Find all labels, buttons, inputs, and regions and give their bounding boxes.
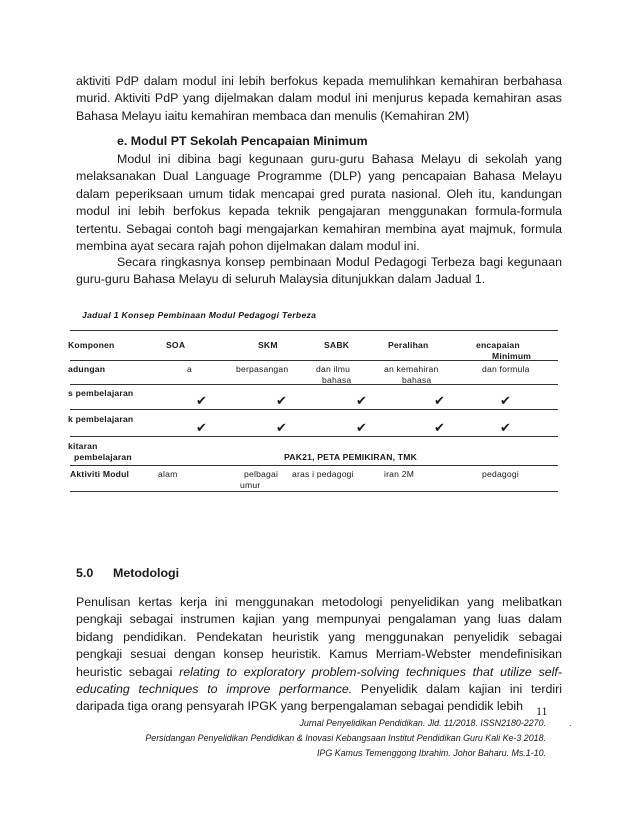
table-rule-header bbox=[70, 360, 558, 361]
section-title: Metodologi bbox=[113, 566, 180, 580]
check-icon: ✔ bbox=[196, 394, 208, 409]
header-peralihan: Peralihan bbox=[388, 340, 429, 350]
heading-modul-pt-sekolah: e. Modul PT Sekolah Pencapaian Minimum bbox=[117, 134, 368, 148]
section-number: 5.0 bbox=[76, 566, 94, 580]
row-aktiviti-skm-2: umur bbox=[240, 480, 261, 490]
row-aktiviti-pencapaian: pedagogi bbox=[482, 469, 519, 479]
header-soa: SOA bbox=[166, 340, 186, 350]
check-icon: ✔ bbox=[500, 394, 512, 409]
row-kandungan-skm: berpasangan bbox=[236, 364, 289, 374]
row-kandungan-pencapaian: dan formula bbox=[482, 364, 530, 374]
footer-conference: Persidangan Penyelidikan Pendidikan & Inovasi Kebangsaan Institut Pendidikan Guru Kali Ke-3 2018. bbox=[145, 733, 546, 743]
row-kandungan-peralihan: an kemahiran bbox=[384, 364, 439, 374]
table-jadual-1 bbox=[70, 330, 558, 491]
paragraph-modul-pemulihan: aktiviti PdP dalam modul ini lebih berfokus kepada memulihkan kemahiran berbahasa murid. Aktiviti PdP yang dijelmakan dalam modul ini menjurus kepada kemahiran asas Bahasa Melayu iaitu kemahiran membaca dan menulis (Kemahiran 2M) bbox=[76, 74, 562, 123]
table-rule-row1 bbox=[70, 384, 558, 385]
check-icon: ✔ bbox=[276, 394, 288, 409]
row-aktiviti-label: Aktiviti Modul bbox=[70, 469, 130, 479]
row-proses-pembelajaran-label: s pembelajaran bbox=[68, 388, 134, 398]
paragraph-metodologi bbox=[76, 594, 562, 716]
table-rule-row2 bbox=[70, 409, 558, 410]
check-icon: ✔ bbox=[500, 421, 512, 436]
row-kandungan-label: adungan bbox=[68, 364, 106, 374]
row-teknik-pembelajaran-label: k pembelajaran bbox=[68, 414, 134, 424]
row-kandungan-sabk-2: bahasa bbox=[322, 375, 352, 385]
row-aktiviti-skm: pelbagai bbox=[244, 469, 279, 479]
page-number: 11 bbox=[536, 704, 548, 718]
row-aktiviti-soa: alam bbox=[158, 469, 178, 479]
header-pencapaian-minimum: Minimum bbox=[492, 351, 532, 361]
row-aktiviti-sabk: aras i pedagogi bbox=[292, 469, 354, 479]
check-icon: ✔ bbox=[434, 421, 446, 436]
table-caption: Jadual 1 Konsep Pembinaan Modul Pedagogi Terbeza bbox=[82, 310, 317, 320]
table-rule-row3 bbox=[70, 436, 558, 437]
check-icon: ✔ bbox=[434, 394, 446, 409]
row-kandungan-peralihan-2: bahasa bbox=[402, 375, 432, 385]
paragraph-modul-pt: Modul ini dibina bagi kegunaan guru-guru Bahasa Melayu di sekolah yang melaksanakan Dual Language Programme (DLP) yang pencapaian Bahasa Melayu dalam peperiksaan umum tidak mencapai gred purata nasional. Oleh itu, kandungan modul ini lebih berfokus kepada teknik pengajaran menggunakan formula-formula tertentu. Sebagai contoh bagi mengajarkan kemahiran membina ayat majmuk, formula membina ayat secara rajah pohon dijelmakan dalam modul ini. bbox=[76, 152, 562, 254]
metodologi-text-start: Penulisan kertas kerja ini menggunakan metodologi penyelidikan yang melibatkan pengkaji sebagai instrumen kajian yang mempunyai pengalaman yang luas dalam bidang pendidikan. Pendekatan heuristik yang menggunakan penyelidik sebagai pengkaji sesuai dengan konsep heuristik. Kamus Merriam-Webster mendefinisikan heuristic sebagai bbox=[76, 595, 562, 679]
row-aktiviti-peralihan: iran 2M bbox=[384, 469, 415, 479]
table-rule-bottom bbox=[70, 491, 558, 492]
table-rule-row4 bbox=[70, 465, 558, 466]
row-kitaran-label: kitaran bbox=[68, 441, 98, 451]
paragraph-ringkasan: Secara ringkasnya konsep pembinaan Modul Pedagogi Terbeza bagi kegunaan guru-guru Bahasa Melayu di seluruh Malaysia ditunjukkan dalam Jadual 1. bbox=[76, 255, 562, 287]
footer-location: IPG Kamus Temenggong Ibrahim. Johor Baharu. Ms.1-10. bbox=[316, 748, 546, 758]
header-skm: SKM bbox=[258, 340, 278, 350]
header-pencapaian: encapaian bbox=[476, 340, 520, 350]
footer-journal: Jurnal Penyelidikan Pendidikan. Jld. 11/2018. ISSN2180-2270. bbox=[299, 718, 546, 728]
check-icon: ✔ bbox=[356, 421, 368, 436]
header-komponen: Komponen bbox=[68, 340, 115, 350]
row-kitaran-label-2: pembelajaran bbox=[74, 452, 132, 462]
metodologi-definition: relating to exploratory problem-solving techniques that utilize self-educating techniques to improve performance. bbox=[76, 664, 562, 697]
row-kitaran-value: PAK21, PETA PEMIKIRAN, TMK bbox=[284, 452, 418, 462]
table-rule-top bbox=[70, 330, 558, 331]
check-icon: ✔ bbox=[356, 394, 368, 409]
row-kandungan-sabk: dan ilmu bbox=[316, 364, 351, 374]
metodologi-text-end: Penyelidik dalam kajian ini terdiri daripada tiga orang pensyarah IPGK yang berpengalaman sebagai pendidik lebih bbox=[76, 682, 562, 714]
check-icon: ✔ bbox=[196, 421, 208, 436]
footer-dot: . bbox=[569, 718, 572, 728]
header-sabk: SABK bbox=[324, 340, 350, 350]
check-icon: ✔ bbox=[276, 421, 288, 436]
row-kandungan-soa: a bbox=[187, 364, 192, 374]
